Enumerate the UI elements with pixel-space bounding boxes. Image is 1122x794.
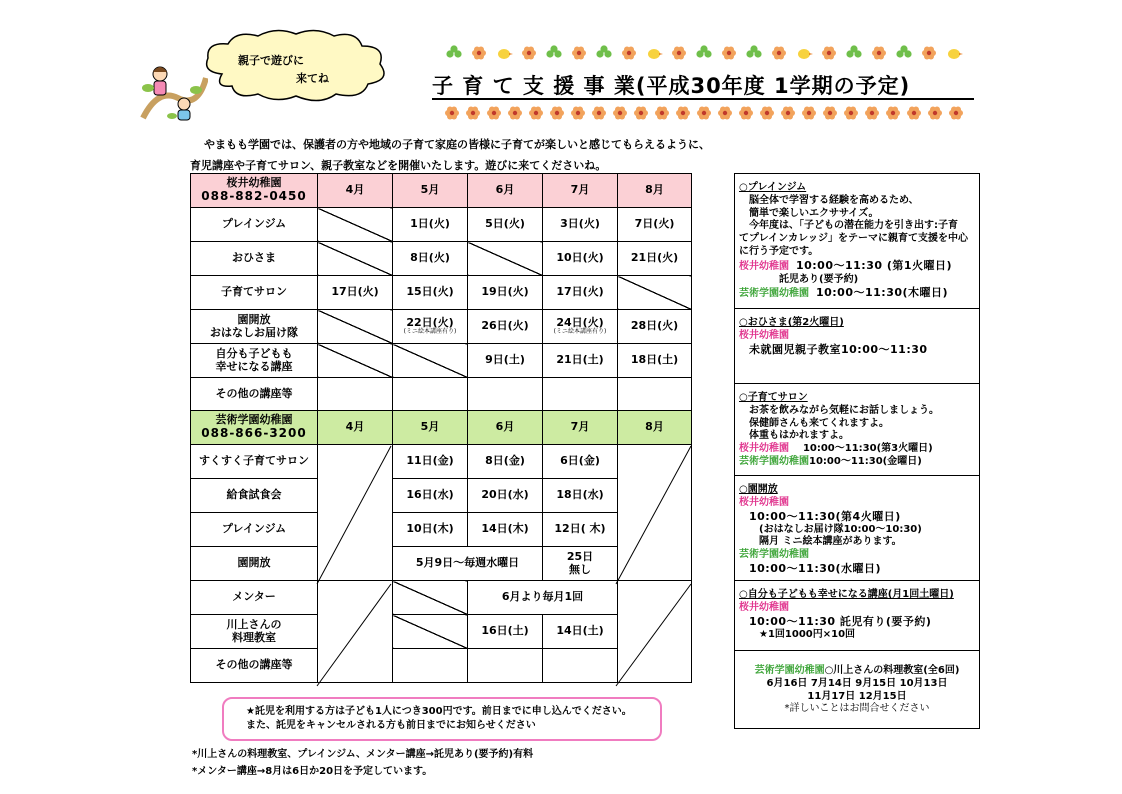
date-cell: 18日(土) [618,344,692,378]
school-geijutsu-label: 芸術学園幼稚園 [739,549,809,561]
schedule-line [739,286,975,301]
row-label: すくすく子育てサロン [191,445,318,479]
footnote: *川上さんの料理教室、プレインジム、メンター講座→託児あり(要予約)有料 [192,749,534,760]
note-line: また、託児をキャンセルされる方も前日までにお知らせください [246,719,536,731]
school-sakurai-label: 桜井幼稚園 [739,496,789,508]
section-text: 6月16日 7月14日 9月15日 10月13日 [766,677,948,689]
row-label-line2: おはなしお届け隊 [210,325,298,339]
flower-icon [739,107,753,120]
section-text: お茶を飲みながら気軽にお話しましょう。 [749,404,939,416]
schedule-line [739,259,975,274]
section-title: ○自分も子どもも幸せになる講座(月1回土曜日) [739,589,954,600]
empty-cell [393,615,468,649]
school-sakurai-label: 桜井幼稚園 [739,601,789,613]
section-title: ○プレインジム [739,182,807,193]
date-cell: 1日(火) [393,208,468,242]
time-text: 10:00〜11:30(金曜日) [809,455,922,467]
flower-icon [802,107,816,120]
row-label: プレインジム [191,513,318,547]
date-text: 22日(火) [406,315,454,329]
flower-icon [466,107,480,120]
date-cell: 9日(土) [468,344,543,378]
clover-icon [446,45,461,57]
table-row [191,615,692,649]
flower-icon [822,47,836,60]
empty-cell [468,378,543,412]
empty-cell [468,242,543,276]
empty-cell [543,378,618,412]
table-row [191,310,692,344]
date-cell: 12日( 木) [543,513,618,547]
flower-icon [522,47,536,60]
date-cell: 20日(水) [468,479,543,513]
date-cell: 19日(火) [468,276,543,310]
row-label-line1: 川上さんの [226,617,282,631]
school-header-cell [191,411,318,445]
section-text: 10:00〜11:30(水曜日) [749,562,882,576]
table-header-row [191,411,692,445]
flower-icon [676,107,690,120]
section-text: に行う予定です。 [739,245,819,257]
table-row [191,479,692,513]
top-flower-border [444,42,970,64]
row-label: 給食試食会 [191,479,318,513]
school-geijutsu-label: 芸術学園幼稚園 [739,455,809,467]
row-label: 子育てサロン [191,276,318,310]
title-underline [432,98,974,100]
time-text: 10:00〜11:30 (第1火曜日) [795,258,953,272]
month-header: 5月 [393,174,468,208]
table-row [191,344,692,378]
date-cell: 11日(金) [393,445,468,479]
empty-cell [393,344,468,378]
school-sakurai-label: 桜井幼稚園 [739,329,789,341]
row-label: おひさま [191,242,318,276]
clover-icon [896,45,911,57]
bird-icon [648,49,663,59]
flower-icon [781,107,795,120]
flower-icon [772,47,786,60]
school-geijutsu-label: 芸術学園幼稚園 [739,288,809,300]
merged-date-cell: 6月より毎月1回 [468,581,618,615]
section-text: 脳全体で学習する経験を高めるため、 [749,194,919,206]
row-label-line1: 自分も子どもも [215,346,293,360]
section-text: (おはなしお届け隊10:00〜10:30) [759,523,922,535]
row-label-line2: 料理教室 [232,630,276,644]
row-label: プレインジム [191,208,318,242]
cooking-title-line [739,665,975,678]
row-label: その他の講座等 [191,378,318,412]
note-line1: 25日 [566,549,594,563]
date-cell: 16日(土) [468,615,543,649]
section-text: 11月17日 12月15日 [807,690,907,702]
section-text: 保健師さんも来てくれますよ。 [749,417,889,429]
empty-cell [393,649,468,683]
section-text: 今年度は、「子どもの潜在能力を引き出す:子育 [749,220,958,232]
cloud-text-line1: 親子で遊びに [238,54,304,67]
section-text: 託児あり(要予約) [779,273,859,285]
empty-cell [393,581,468,615]
bird-icon [498,49,513,59]
intro-line2: 育児講座や子育てサロン、親子教室などを開催いたします。遊びに来てくださいね。 [190,159,607,172]
empty-cell [318,378,393,412]
month-header: 5月 [393,411,468,445]
date-cell: 17日(火) [543,276,618,310]
flower-icon [571,107,585,120]
date-text: 24日(火) [556,315,604,329]
section-text: てプレインカレッジ」をテーマに親育て支援を中心 [739,233,968,245]
date-cell: 15日(火) [393,276,468,310]
flower-icon [529,107,543,120]
flower-icon [928,107,942,120]
schedule-line [739,443,975,456]
school-name: 桜井幼稚園 [226,176,282,190]
date-cell: 21日(土) [543,344,618,378]
info-panel [734,173,980,729]
empty-august-cell [618,445,692,581]
section-title: ○子育てサロン [739,392,808,403]
row-label [191,615,318,649]
table-header-row [191,174,692,208]
date-cell: 21日(火) [618,242,692,276]
flower-icon [922,47,936,60]
flower-icon [572,47,586,60]
school-sakurai-label: 桜井幼稚園 [739,443,789,455]
time-text: 10:00〜11:30(木曜日) [815,286,949,300]
flower-icon [445,107,459,120]
month-header: 8月 [618,174,692,208]
date-cell: 8日(火) [393,242,468,276]
mini-ehon-note: (ミニ絵本講座有り) [403,328,457,336]
school-phone: 088-866-3200 [201,425,307,440]
bottom-flower-border [444,102,970,124]
date-cell: 6日(金) [543,445,618,479]
flower-icon [672,47,686,60]
empty-cell [618,276,692,310]
footnote: *メンター講座→8月は6日か20日を予定しています。 [192,766,433,777]
childcare-note-box [222,697,662,741]
mini-ehon-note: (ミニ絵本講座有り) [553,328,607,336]
flower-icon [634,107,648,120]
section-title: ○おひさま(第2火曜日) [739,317,844,328]
month-header: 4月 [318,411,393,445]
table-row [191,378,692,412]
flower-icon [823,107,837,120]
month-header: 6月 [468,174,543,208]
flower-icon [697,107,711,120]
flower-icon [949,107,963,120]
sakurai-schedule-table [190,173,692,412]
flower-icon [655,107,669,120]
school-header-cell [191,174,318,208]
row-label: その他の講座等 [191,649,318,683]
bird-icon [798,49,813,59]
flower-icon [865,107,879,120]
info-section-ohisama [735,309,979,384]
date-cell: 17日(火) [318,276,393,310]
empty-cell [318,242,393,276]
clover-icon [546,45,561,57]
section-text: 10:00〜11:30 託児有り(要予約) [749,614,932,628]
flower-icon [907,107,921,120]
flower-icon [886,107,900,120]
flower-icon [592,107,606,120]
info-section-happy-course [735,581,979,651]
empty-april-cell [318,581,393,683]
flower-icon [722,47,736,60]
clover-icon [746,45,761,57]
date-cell: 7日(火) [618,208,692,242]
note-line2: 無し [569,562,591,576]
schedule-line [739,456,975,469]
info-section-cooking [735,651,979,730]
table-row [191,276,692,310]
date-cell [543,547,618,581]
date-cell [393,310,468,344]
date-cell: 8日(金) [468,445,543,479]
flower-icon [760,107,774,120]
clover-icon [596,45,611,57]
page-title: 子 育 て 支 援 事 業(平成30年度 1学期の予定) [432,74,911,98]
date-cell: 14日(土) [543,615,618,649]
bird-icon [948,49,963,59]
flower-icon [718,107,732,120]
merged-date-cell: 5月9日〜毎週水曜日 [393,547,543,581]
date-cell: 16日(水) [393,479,468,513]
month-header: 4月 [318,174,393,208]
date-cell: 5日(火) [468,208,543,242]
flower-icon [550,107,564,120]
section-text: 未就園児親子教室10:00〜11:30 [749,342,928,356]
section-text: 体重もはかれますよ。 [749,430,849,442]
empty-cell [393,378,468,412]
month-header: 8月 [618,411,692,445]
section-title: ○園開放 [739,484,778,495]
section-text: 簡単で楽しいエクササイズ。 [749,207,879,219]
date-cell: 10日(火) [543,242,618,276]
cloud-text-line2: 来てね [296,72,329,85]
table-row [191,581,692,615]
table-row [191,445,692,479]
info-section-open [735,476,979,581]
empty-august-cell [618,581,692,683]
section-text: 10:00〜11:30(第4火曜日) [749,509,901,523]
flower-icon [472,47,486,60]
clover-icon [846,45,861,57]
flower-icon [622,47,636,60]
row-label-line2: 幸せになる講座 [215,359,293,373]
month-header: 7月 [543,174,618,208]
row-label: メンター [191,581,318,615]
note-line: ★託児を利用する方は子ども1人につき300円です。前日までに申し込んでください。 [246,706,632,717]
time-text: 10:00〜11:30(第3火曜日) [802,443,933,455]
table-row [191,208,692,242]
section-text: *詳しいことはお問合せください [784,703,930,715]
row-label [191,310,318,344]
info-section-salon [735,384,979,476]
flower-icon [844,107,858,120]
empty-cell [318,310,393,344]
geijutsu-schedule-table [190,410,692,683]
flower-icon [508,107,522,120]
date-cell [543,310,618,344]
flower-icon [613,107,627,120]
date-cell: 18日(水) [543,479,618,513]
date-cell: 3日(火) [543,208,618,242]
date-cell: 10日(木) [393,513,468,547]
empty-cell [318,344,393,378]
section-text: 隔月 ミニ絵本講座があります。 [759,536,902,548]
school-sakurai-label: 桜井幼稚園 [739,260,789,272]
table-row [191,242,692,276]
row-label: 園開放 [191,547,318,581]
table-row [191,513,692,547]
intro-line1: やまもも学園では、保護者の方や地域の子育て家庭の皆様に子育てが楽しいと感じてもらえるように、 [204,138,710,151]
flower-icon [487,107,501,120]
school-name: 芸術学園幼稚園 [215,413,293,427]
section-text: ★1回1000円×10回 [759,628,856,640]
empty-cell [318,208,393,242]
month-header: 6月 [468,411,543,445]
table-row [191,547,692,581]
empty-cell [468,649,543,683]
table-row [191,649,692,683]
empty-april-cell [318,445,393,581]
row-label-line1: 園開放 [237,312,271,326]
date-cell: 14日(木) [468,513,543,547]
school-phone: 088-882-0450 [201,188,307,203]
flower-icon [872,47,886,60]
school-geijutsu-label: 芸術学園幼稚園 [754,665,825,676]
row-label [191,344,318,378]
month-header: 7月 [543,411,618,445]
section-title: ○川上さんの料理教室(全6回) [824,665,960,676]
clover-icon [696,45,711,57]
info-section-plaingym [735,174,979,309]
empty-cell [618,378,692,412]
empty-cell [543,649,618,683]
date-cell: 26日(火) [468,310,543,344]
date-cell: 28日(火) [618,310,692,344]
